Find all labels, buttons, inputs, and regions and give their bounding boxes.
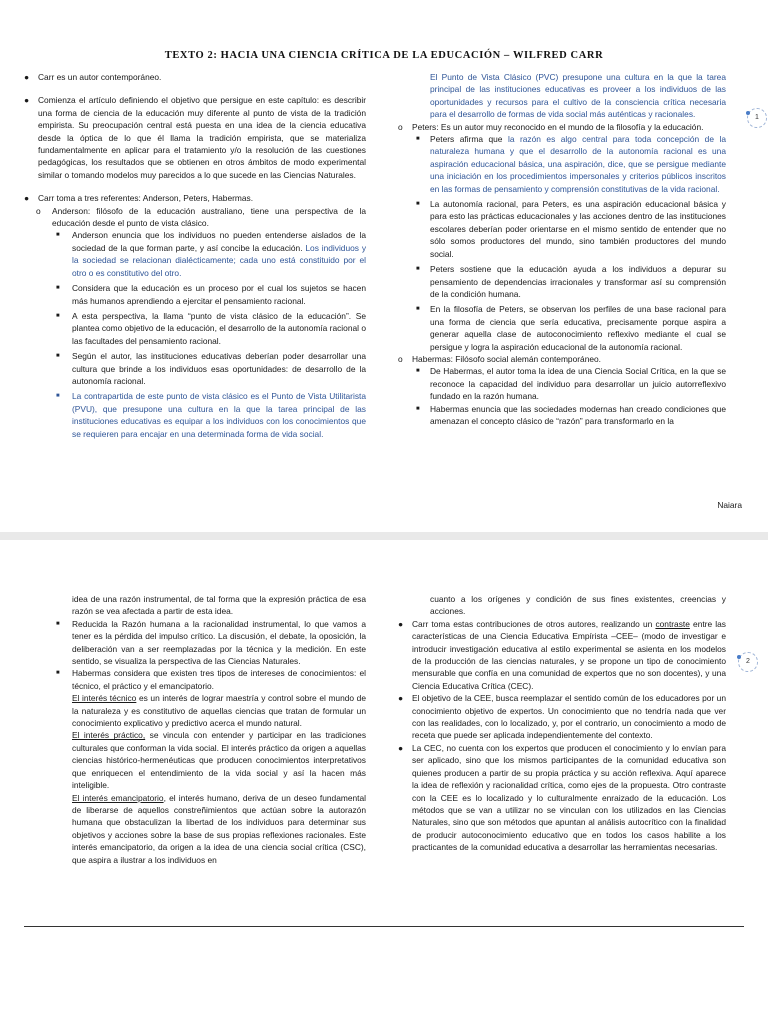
page-number-badge: 2 [738,652,758,672]
disc-bullet-icon: ● [24,193,30,204]
disc-bullet-icon: ● [398,742,404,753]
sub-sub-bullet-item: ■ Habermas enuncia que las sociedades modernas han creado condiciones que amenazan el concepto clásico de “razón” para transformarlo en la [416,403,726,426]
page1-right-column [398,71,726,427]
sub-sub-bullet-item: ■ Considera que la educación es un proceso por el cual los sujetos se hacen más humanos aprendiendo a ejercitar el pensamiento racional. [56,283,366,306]
sub-sub-bullet-item: ■ Peters afirma que la razón es algo central para toda concepción de la naturaleza humana y que el desarrollo de la autonomía racional es una aspiración educacional básica, una aspiración, dice, que se persigue mediante una iniciación en los procedimientos impersonales y criterios públicos inscritos en las formas de pensamiento y comprensión constitutivas de la vida racional. [416,134,726,194]
square-bullet-icon: ■ [56,285,60,292]
square-bullet-icon: ■ [56,232,60,239]
page1-left-column [22,71,366,440]
sub-sub-bullet-item: ■ En la filosofía de Peters, se observan los perfiles de una base racional para una forma de ciencia que sería educativa, precisamente porque aspira a generar aquella clase de autoconocimiento reflexivo mediante el cual se persigue y logra la aspiración educacional de la autonomía racional. [416,304,726,352]
square-bullet-icon: ■ [56,670,60,677]
sub-sub-bullet-item: ■ A esta perspectiva, la llama “punto de vista clásico de la educación”. Se plantea como objetivo de la educación, el desarrollo de la autonomía racional o las facultades del pensamiento racional. [56,310,366,346]
continued-paragraph: cuanto a los orígenes y condición de sus fines existentes, creencias y acciones. [430,594,726,617]
interest-practical: El interés práctico, se vincula con entender y participar en las tradiciones culturales que conforman la vida social. El interés práctico da origen a aquellas ciencias histórico-hermenéuticas que producen conocimientos interpretativos que enriquecen el entendimiento de la vida social y así la hacen más inteligible. [72,730,367,791]
square-bullet-icon: ■ [416,306,420,313]
sub-sub-bullet-item: ■ Anderson enuncia que los individuos no pueden entenderse aislados de la sociedad de la que forman parte, y así concibe la educación. Los individuos y la sociedad se relacionan dialécticamente; cada uno está constituido por el otro o es constitutivo del otro. [56,230,367,278]
interest-technical: El interés técnico es un interés de lograr maestría y control sobre el mundo de la naturaleza y es constitutivo de aquellas ciencias que tratan de formular un conocimiento explicativo y predictivo acerca el mundo natural. [72,693,366,729]
disc-bullet-icon: ● [24,72,30,82]
author-name: Naiara [717,500,742,510]
continued-paragraph: El Punto de Vista Clásico (PVC) presupone una cultura en la que la tarea principal de las instituciones educativas es proveer a los individuos de las oportunidades y recursos para el cultivo de la consciencia crítica necesaria para el desarrollo de formas de vida social más auténticas y racionales. [430,72,726,120]
square-bullet-icon: ■ [56,353,60,360]
page-number-badge: 1 [747,108,767,128]
disc-bullet-icon: ● [24,95,30,106]
document-page-2 [0,540,768,1024]
page2-left-column [22,593,366,866]
bullet-item: ● Comienza el artículo definiendo el objetivo que persigue en este capítulo: es describir una forma de ciencia de la educación muy diferente al punto de vista de la tradición empirista. Su preocupación central está puesta en una idea de la ciencia educativa desde la óptica de lo que él llama la tradición empirista, que se materializa fundamentalmente en aplicar para el tratamiento y/o la resolución de las cuestiones pedagógicas, los resultados que se obtienen en otros ámbitos de modo experimental similar o tomando modelos muy parecidos a lo que sucede en las Ciencias Naturales. [24,95,366,180]
disc-bullet-icon: ● [398,618,404,629]
square-bullet-icon: ■ [416,405,420,412]
square-bullet-icon: ■ [416,201,420,208]
page2-right-column [398,593,726,854]
bullet-item: ● Carr es un autor contemporáneo. [24,72,162,82]
sub-sub-bullet-item: ■ Peters sostiene que la educación ayuda a los individuos a depurar su pensamiento de dependencias irracionales y transformar así su comprensión de la condición humana. [416,264,726,299]
sub-sub-bullet-item: ■ De Habermas, el autor toma la idea de una Ciencia Social Crítica, en la que se reconoce la capacidad del individuo para desarrollar un juicio autorreflexivo fundado en la razón humana. [416,366,726,402]
square-bullet-icon: ■ [56,393,60,400]
sub-sub-bullet-item: ■ Habermas considera que existen tres tipos de intereses de conocimientos: el técnico, el práctico y el emancipatorio. [56,668,366,691]
sub-sub-bullet-item: ■ La contrapartida de este punto de vista clásico es el Punto de Vista Utilitarista (PVU), que presupone una cultura en la que la tarea principal de las instituciones educativas es equipar a los individuos con los conocimientos que se requieren para encajar en una determinada forma de vida social. [56,391,366,439]
page-bottom-rule [24,926,744,927]
bullet-item: ● Carr toma estas contribuciones de otros autores, realizando un contraste entre las características de una Ciencia Educativa Empírista –CEE– (modo de investigar e introducir investigación educativa al estilo experimental se asienta en los modelos de la producción de las ciencias naturales, y se propone un tipo de conocimiento mensurable que confía en una comunidad de expertos que no son docentes), y una Ciencia Educativa Crítica (CEC). [398,618,726,691]
bullet-item: ● La CEC, no cuenta con los expertos que producen el conocimiento y lo envían para ser aplicado, sino que los mismos participantes de la comunidad educativa son quienes producen a partir de su propia práctica y su acción reflexiva. Aquí aparece la idea de reflexión y racionalidad crítica, como ejes de la propuesta. Otro contraste con la CEE es lo localizado y lo culturalmente enraizado de la educación. Los métodos que se van a utilizar no se vinculan con los utilizados en las Ciencias Naturales, sino que son métodos que apuntan al análisis autocrítico con la finalidad de producir autoconocimiento educativo que en todos los casos habilite a los practicantes de la comunidad educativa a desarrollar las herramientas necesarias. [398,742,726,853]
circle-bullet-icon: o [398,353,403,364]
sub-bullet-item: o Anderson: filósofo de la educación australiano, tiene una perspectiva de la educación desde el punto de vista clásico. [36,205,366,229]
bullet-item: ● El objetivo de la CEE, busca reemplazar el sentido común de los educadores por un conocimiento objetivo de expertos. Un conocimiento que no tendría nada que ver con las realidades, con lo localizado, y, por el contrario, un conocimiento a modo de receta que puede ser aplicada independientemente del contexto. [398,693,726,741]
square-bullet-icon: ■ [416,368,420,375]
document-title: TEXTO 2: HACIA UNA CIENCIA CRÍTICA DE LA EDUCACIÓN – WILFRED CARR [164,50,604,61]
square-bullet-icon: ■ [56,312,60,319]
square-bullet-icon: ■ [416,266,420,273]
square-bullet-icon: ■ [56,620,60,627]
interest-emancipatory: El interés emancipatorio, el interés humano, deriva de un deseo fundamental de liberarse de aquellos constreñimientos que actúan sobre la autorazón humana que obstaculizan la libertad de los individuos para determinar sus objetivos y acciones sobre la base de sus propias reflexiones racionales. Este interés emancipatorio, da origen a la idea de una ciencia social crítica (CSC), que aspira a ilustrar a los individuos en [72,792,367,865]
sub-sub-bullet-item: ■ Según el autor, las instituciones educativas deberían poder desarrollar una cultura que brinde a los individuos esas oportunidades: de desarrollo de la autonomía racional. [56,351,366,386]
circle-bullet-icon: o [398,121,403,132]
bullet-item: ● Carr toma a tres referentes: Anderson, Peters, Habermas. [24,193,254,204]
sub-sub-bullet-item: ■ Reducida la Razón humana a la racionalidad instrumental, lo que vamos a tener es la pérdida del impulso crítico. La discusión, el debate, la oposición, la deliberación van a ser reemplazadas por la técnica y la medición. En este sentido, se visualiza la perspectiva de las Ciencias Naturales. [56,618,366,667]
sub-bullet-item: o Habermas: Filósofo social alemán contemporáneo. [398,353,601,364]
sub-sub-bullet-item: ■ La autonomía racional, para Peters, es una aspiración educacional básica y para esto las prácticas educacionales y las acciones dentro de las instituciones escolares deberían poder orientarse en el mismo sentido de entender que no sólo somos productores del mundo, sino también productores del mundo social. [416,199,726,259]
square-bullet-icon: ■ [416,136,420,143]
circle-bullet-icon: o [36,205,41,216]
continued-paragraph: idea de una razón instrumental, de tal forma que la expresión práctica de esa razón se vea afectada a partir de esta idea. [72,594,366,617]
sub-bullet-item: o Peters: Es un autor muy reconocido en el mundo de la filosofía y la educación. [398,121,704,132]
disc-bullet-icon: ● [398,693,404,704]
